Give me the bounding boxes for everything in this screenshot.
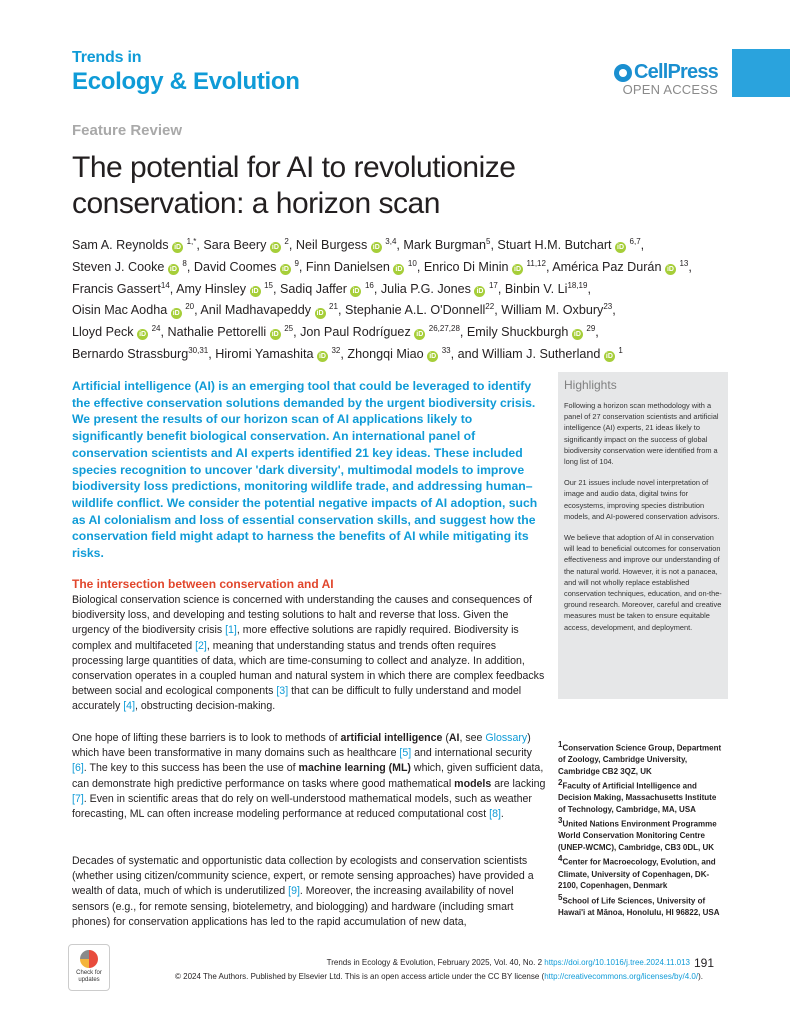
- cellpress-icon: [614, 64, 632, 82]
- orcid-icon[interactable]: iD: [139, 331, 147, 339]
- author-line: [72, 233, 732, 255]
- author: , Enrico Di Minin: [416, 259, 509, 274]
- affiliation-ref: 23: [603, 302, 613, 312]
- citation-link[interactable]: [9]: [288, 885, 300, 898]
- orcid-icon[interactable]: iD: [416, 331, 424, 339]
- affiliation-ref: 30,31: [188, 345, 209, 355]
- section-heading: The intersection between conservation and AI: [72, 577, 334, 591]
- citation-link[interactable]: [8]: [489, 808, 501, 821]
- author: Bernardo Strassburg: [72, 347, 189, 362]
- copyright-text: ).: [698, 972, 703, 981]
- text: ) which have been transformative in many domains such as healthcare: [72, 732, 531, 760]
- affiliation-ref: 33: [441, 345, 451, 355]
- affiliation-text: Conservation Science Group, Department of Zoology, Cambridge University, Cambridge CB2 3QZ, UK: [558, 743, 722, 776]
- affiliation-ref: 2: [284, 237, 289, 246]
- affiliation-ref: 10: [407, 258, 417, 268]
- text: One hope of lifting these barriers is to look to methods of: [72, 732, 341, 744]
- affiliation-ref: 15: [264, 280, 273, 290]
- author: , Julia P.G. Jones: [373, 281, 471, 296]
- journal-name-main: Ecology & Evolution: [72, 68, 300, 95]
- copyright-text: © 2024 The Authors. Published by Elsevier Ltd. This is an open access article under the CC BY license (: [175, 972, 545, 981]
- orcid-icon[interactable]: iD: [281, 265, 289, 273]
- orcid-icon[interactable]: iD: [429, 353, 437, 361]
- separator: ,: [612, 303, 616, 318]
- affiliation-ref: 24: [151, 324, 161, 334]
- text: , see: [459, 732, 486, 744]
- author: , Jon Paul Rodríguez: [293, 325, 411, 340]
- affiliation-ref: 14: [160, 280, 170, 290]
- citation-link[interactable]: [2]: [195, 639, 207, 652]
- glossary-term: models: [454, 777, 492, 790]
- citation-text: Trends in Ecology & Evolution, February 2025, Vol. 40, No. 2: [326, 958, 545, 967]
- body-paragraph: [72, 731, 546, 822]
- affiliation: [558, 777, 726, 815]
- journal-name-top: Trends in: [72, 49, 142, 66]
- title-line-2: conservation: a horizon scan: [72, 187, 440, 220]
- corner-color-block: [732, 49, 790, 97]
- text: (: [442, 732, 449, 744]
- article-title: [72, 150, 672, 222]
- author: , Amy Hinsley: [169, 281, 247, 296]
- text: Decades of systematic and opportunistic data collection by ecologists and conservation scientists (whether using citizen/community science, expert, or remote sensing approaches) have provided a wealth of data, much of which is underutilized: [72, 855, 534, 898]
- author: Lloyd Peck: [72, 325, 134, 340]
- glossary-term: machine learning (ML): [298, 762, 411, 775]
- text: Biological conservation science is concerned with understanding the causes and consequences of biodiversity loss, and developing and testing solutions to halt and reverse that loss. Given the urgency of the biodiversity crisis: [72, 594, 532, 637]
- highlight-paragraph: Our 21 issues include novel interpretation of image and audio data, digital twins for ecosystems, improving species distribution models, and AI-powered conservation advisors.: [564, 478, 720, 521]
- separator: ,: [688, 259, 692, 274]
- affiliation-ref: 11,12: [526, 258, 546, 268]
- body-paragraph: [72, 854, 546, 930]
- author: , Zhongqi Miao: [340, 347, 424, 362]
- author: , Stuart H.M. Butchart: [490, 238, 612, 253]
- affiliation-ref: 9: [294, 258, 299, 268]
- check-updates-icon: [80, 950, 98, 968]
- author-line: [72, 298, 732, 320]
- orcid-icon[interactable]: iD: [573, 331, 581, 339]
- affiliation: [558, 892, 726, 919]
- author-line: [72, 277, 732, 299]
- citation-link[interactable]: [4]: [123, 700, 136, 713]
- affiliation-text: Faculty of Artificial Intelligence and Decision Making, Massachusetts Institute of Technology, Cambridge, MA, USA: [558, 781, 717, 814]
- orcid-icon[interactable]: iD: [514, 265, 522, 273]
- affiliation-number: 5: [558, 892, 563, 902]
- check-updates-label: updates: [78, 977, 100, 983]
- affiliation-number: 3: [558, 816, 563, 826]
- orcid-icon[interactable]: iD: [395, 265, 403, 273]
- affiliation: [558, 853, 726, 891]
- text: and international security: [411, 747, 532, 760]
- orcid-icon[interactable]: iD: [617, 244, 625, 252]
- abstract: Artificial intelligence (AI) is an emerging tool that could be leveraged to identify the effective conservation solutions demanded by the urgent biodiversity crisis. We present the results of our horizon scan of AI applications likely to significantly benefit biological conservation. An international panel of conservation scientists and AI experts identified 21 key ideas. These included species recognition to uncover 'dark diversity', multimodal models to improve biodiversity loss predictions, monitoring wildlife trade, and addressing human–wildlife conflict. We consider the potential negative impacts of AI adoption, such as AI colonialism and loss of essential conservation skills, and suggest how the conservation field might adapt to harness the benefits of AI while mitigating its risks.: [72, 379, 538, 561]
- affiliation-number: 1: [558, 740, 563, 749]
- author: Francis Gassert: [72, 281, 161, 296]
- text: , obstructing decision-making.: [135, 700, 276, 713]
- author: , and William J. Sutherland: [450, 347, 601, 362]
- author: , Sara Beery: [196, 238, 267, 253]
- affiliation-text: United Nations Environment Programme World Conservation Monitoring Centre (UNEP-WCMC), Cambridge, CB3 0DL, UK: [558, 819, 717, 852]
- affiliation-ref: 3,4: [385, 237, 397, 246]
- citation-link[interactable]: [7]: [72, 792, 84, 805]
- doi-link[interactable]: https://doi.org/10.1016/j.tree.2024.11.013: [544, 958, 690, 967]
- affiliation-ref: 17: [488, 280, 498, 290]
- affiliation: [558, 739, 726, 777]
- affiliation-number: 4: [558, 854, 563, 864]
- affiliation: [558, 815, 726, 853]
- open-access-label: OPEN ACCESS: [622, 82, 718, 97]
- page-number: 191: [694, 956, 715, 970]
- text: . Moreover, the increasing availability of novel sensors (e.g., for remote sensing, biotelemetry, and biologging) and hardware (including smart phones) for conservation applications has led to the rapid accumulation of new data,: [72, 885, 514, 928]
- author: , Sadiq Jaffer: [273, 281, 347, 296]
- author-line: [72, 320, 732, 342]
- text: , meaning that understanding status and trends often requires processing large quantities of data, which are time-consuming to collect and analyze. In addition, conservation operates in a coupled human and natural system in which there are complex feedbacks between social and ecological components: [72, 639, 545, 698]
- title-line-1: The potential for AI to revolutionize: [72, 151, 516, 184]
- affiliation-ref: 26,27,28: [428, 324, 460, 334]
- author: , Binbin V. Li: [497, 281, 568, 296]
- author: , Anil Madhavapeddy: [194, 303, 312, 318]
- author: , Neil Burgess: [288, 238, 368, 253]
- affiliation-ref: 13: [679, 258, 689, 268]
- citation-link[interactable]: [1]: [225, 624, 237, 637]
- glossary-term: AI: [448, 732, 460, 744]
- separator: ,: [587, 281, 591, 296]
- author-line: [72, 342, 732, 364]
- author: , Emily Shuckburgh: [459, 325, 569, 340]
- affiliation-number: 2: [558, 778, 563, 788]
- author: , Mark Burgman: [396, 238, 486, 253]
- footer-citation: [300, 958, 690, 967]
- affiliation-ref: 16: [364, 280, 374, 290]
- affiliation-ref: 32: [331, 345, 341, 355]
- orcid-icon[interactable]: iD: [169, 265, 177, 273]
- highlights-heading: Highlights: [564, 378, 617, 392]
- orcid-icon[interactable]: iD: [372, 244, 380, 252]
- author: , Stephanie A.L. O'Donnell: [337, 303, 486, 318]
- affiliation-ref: 29: [586, 324, 596, 334]
- publisher-logo[interactable]: [598, 61, 718, 97]
- affiliation-ref: 8: [182, 258, 187, 268]
- affiliation-ref: 21: [329, 302, 338, 312]
- separator: ,: [595, 325, 599, 340]
- affiliation-ref: 20: [185, 302, 195, 312]
- affiliation-text: School of Life Sciences, University of Hawai'i at Mānoa, Honolulu, HI 96822, USA: [558, 896, 720, 917]
- highlight-paragraph: We believe that adoption of AI in conservation will lead to beneficial outcomes for conservation effectiveness and improve our understanding of the natural world. However, it is not a panacea, and will not wholly replace established conservation techniques, education, and on-the-ground research. Moreover, careful and creative measures must be taken to ensure equitable access, development, and deployment.: [564, 533, 722, 632]
- text: .: [500, 808, 504, 821]
- highlight-paragraph: Following a horizon scan methodology with a panel of 27 conservation scientists and artificial intelligence (AI) experts, 21 ideas likely to significantly impact on the success of global biodiversity conservation were identified from a long list of 104.: [564, 401, 719, 467]
- orcid-icon[interactable]: iD: [251, 287, 259, 295]
- separator: ,: [640, 238, 645, 253]
- author: , Hiromi Yamashita: [208, 347, 314, 362]
- text: . The key to this success has been the use of: [83, 762, 299, 775]
- author: , Nathalie Pettorelli: [160, 325, 267, 340]
- orcid-icon[interactable]: iD: [271, 244, 279, 252]
- body-paragraph: [72, 593, 546, 715]
- text: , more effective solutions are rapidly required. Biodiversity is complex and multifaceted: [72, 624, 519, 652]
- author-line: [72, 255, 732, 277]
- text: . Even in scientific areas that do rely on well-understood mathematical models, such as weather forecasting, ML can often increase modeling performance at reduced computational cost: [72, 792, 532, 821]
- affiliation-ref: 1,*: [186, 237, 197, 246]
- author: , David Coomes: [186, 259, 277, 274]
- orcid-icon[interactable]: iD: [605, 353, 613, 361]
- citation-link[interactable]: [3]: [276, 685, 289, 698]
- license-link[interactable]: http://creativecommons.org/licenses/by/4.0/: [544, 972, 699, 981]
- citation-link[interactable]: [6]: [72, 762, 84, 775]
- text: that can be difficult to fully understand and model accurately: [72, 685, 522, 713]
- text: which, given sufficient data, can demonstrate high predictive performance on tasks where good mathematical: [72, 762, 544, 790]
- text: are lacking: [491, 777, 546, 790]
- author-list: [72, 233, 732, 364]
- highlights-box: [558, 372, 728, 699]
- check-for-updates-button[interactable]: [68, 944, 110, 991]
- author: , William M. Oxbury: [494, 303, 604, 318]
- footer-copyright: [175, 972, 705, 981]
- affiliation-ref: 5: [485, 237, 491, 246]
- affiliations: [558, 739, 726, 918]
- orcid-icon[interactable]: iD: [174, 244, 182, 252]
- affiliation-ref: 18,19: [567, 280, 588, 290]
- author: , América Paz Durán: [545, 259, 662, 274]
- author: Steven J. Cooke: [72, 259, 165, 274]
- affiliation-text: Center for Macroecology, Evolution, and Climate, University of Copenhagen, DK-2100, Copenhagen, Denmark: [558, 858, 716, 891]
- check-updates-label: Check for: [76, 970, 102, 976]
- citation-link[interactable]: [5]: [399, 747, 412, 760]
- orcid-icon[interactable]: iD: [352, 287, 360, 295]
- author: Sam A. Reynolds: [72, 238, 169, 253]
- glossary-term: artificial intelligence: [340, 732, 443, 744]
- affiliation-ref: 22: [485, 302, 495, 312]
- orcid-icon[interactable]: iD: [316, 309, 324, 317]
- orcid-icon[interactable]: iD: [666, 265, 674, 273]
- author: Oisin Mac Aodha: [72, 303, 168, 318]
- orcid-icon[interactable]: iD: [172, 309, 180, 317]
- orcid-icon[interactable]: iD: [271, 331, 279, 339]
- author: , Finn Danielsen: [298, 259, 390, 274]
- orcid-icon[interactable]: iD: [318, 353, 326, 361]
- affiliation-ref: 6,7: [629, 237, 641, 246]
- affiliation-ref: 25: [284, 324, 294, 334]
- publisher-name: CellPress: [634, 61, 718, 83]
- affiliation-ref: 1: [618, 345, 623, 355]
- glossary-link[interactable]: Glossary: [485, 732, 528, 744]
- article-type: Feature Review: [72, 122, 183, 139]
- orcid-icon[interactable]: iD: [476, 287, 484, 295]
